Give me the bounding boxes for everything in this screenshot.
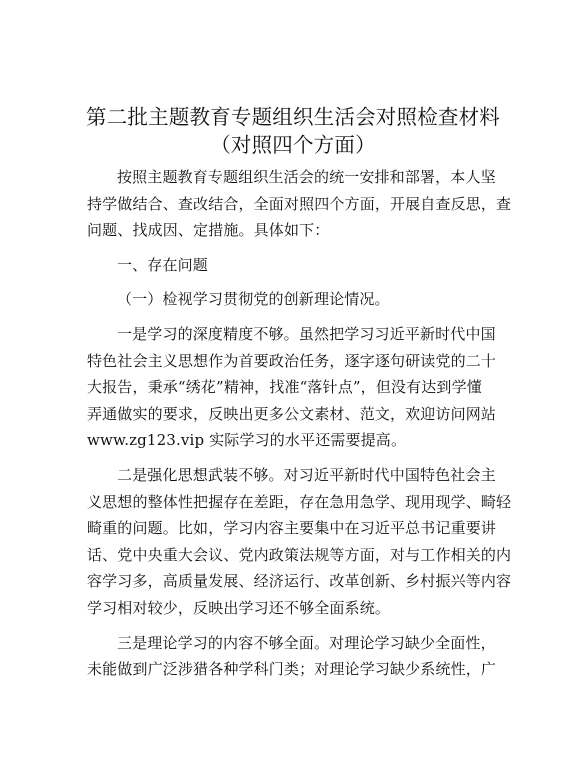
text-line: 三是理论学习的内容不够全面。对理论学习缺少全面性， bbox=[117, 633, 496, 652]
paragraph-spacer bbox=[87, 454, 502, 462]
text-line: （一）检视学习贯彻党的创新理论情况。 bbox=[117, 290, 390, 309]
text-line: 一、存在问题 bbox=[117, 255, 208, 274]
paragraph-point-three bbox=[87, 630, 502, 683]
paragraph-intro bbox=[87, 164, 512, 244]
text-line: 义思想的整体性把握存在差距，存在急用急学、现用现学、畸轻 bbox=[87, 492, 512, 511]
paragraph-spacer bbox=[87, 622, 502, 630]
document-subtitle: （对照四个方面） bbox=[210, 133, 376, 157]
paragraph-point-two bbox=[87, 462, 512, 622]
paragraph-spacer bbox=[87, 278, 502, 286]
text-line: www.zg123.vip 实际学习的水平还需要提高。 bbox=[87, 431, 407, 450]
text-line: 学习相对较少，反映出学习还不够全面系统。 bbox=[87, 598, 391, 617]
paragraph-spacer bbox=[87, 244, 502, 252]
text-line: 一是学习的深度精度不够。虽然把学习习近平新时代中国 bbox=[117, 324, 496, 343]
text-line: 容学习多，高质量发展、经济运行、改革创新、乡村振兴等内容 bbox=[87, 572, 512, 591]
text-line: 弄通做实的要求，反映出更多公文素材、范文，欢迎访问网站 bbox=[87, 404, 497, 423]
text-line: 二是强化思想武装不够。对习近平新时代中国特色社会主 bbox=[117, 465, 496, 484]
paragraph-spacer bbox=[87, 313, 502, 321]
document-body bbox=[87, 164, 512, 683]
text-line: 大报告，秉承“绣花”精神，找准“落针点”，但没有达到学懂 bbox=[87, 378, 482, 397]
text-line: 持学做结合、查改结合，全面对照四个方面，开展自查反思，查 bbox=[87, 194, 512, 213]
text-line: 特色社会主义思想作为首要政治任务，逐字逐句研读党的二十 bbox=[87, 351, 497, 370]
text-line: 未能做到广泛涉猎各种学科门类；对理论学习缺少系统性，广 bbox=[87, 660, 497, 679]
text-line: 畸重的问题。比如，学习内容主要集中在习近平总书记重要讲 bbox=[87, 519, 497, 538]
paragraph-point-one bbox=[87, 321, 502, 454]
text-line: 问题、找成因、定措施。具体如下： bbox=[87, 221, 330, 240]
subsection-heading bbox=[87, 286, 502, 313]
document-title: 第二批主题教育专题组织生活会对照检查材料 bbox=[86, 105, 500, 129]
section-heading bbox=[87, 252, 502, 279]
text-line: 话、党中央重大会议、党内政策法规等方面，对与工作相关的内 bbox=[87, 545, 512, 564]
text-line: 按照主题教育专题组织生活会的统一安排和部署，本人坚 bbox=[117, 168, 496, 186]
